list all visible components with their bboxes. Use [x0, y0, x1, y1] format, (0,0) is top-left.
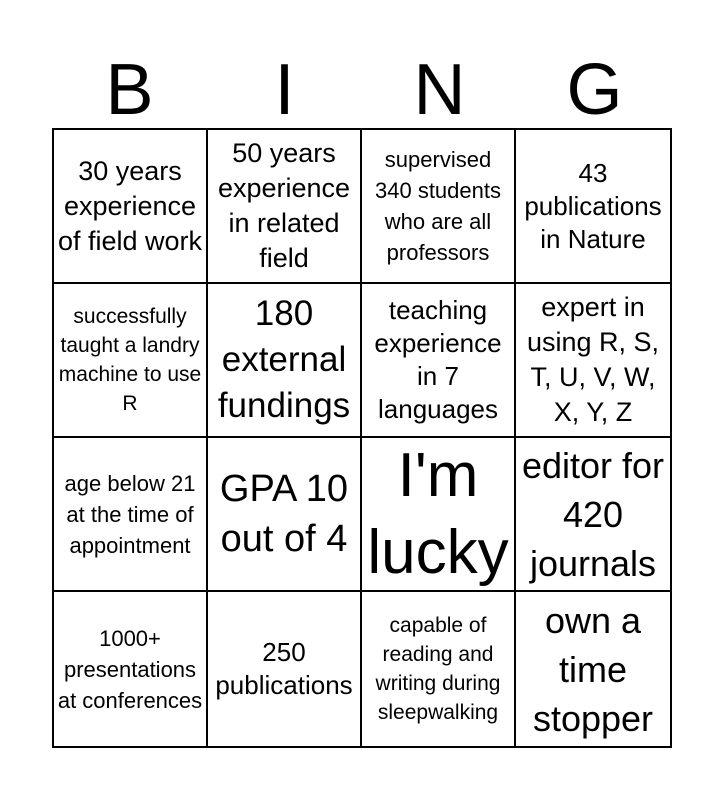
header-letter-i: I	[274, 50, 295, 130]
cell-text: I'm lucky	[367, 441, 509, 587]
bingo-cell[interactable]	[54, 592, 208, 746]
cell-text: 1000+ presentations at conferences	[57, 625, 203, 713]
cell-text: age below 21 at the time of appointment	[64, 470, 196, 558]
bingo-cell[interactable]	[208, 284, 362, 438]
bingo-board	[52, 128, 672, 748]
bingo-cell[interactable]	[362, 592, 516, 746]
header-letter-n: N	[413, 50, 466, 130]
bingo-cell[interactable]	[54, 284, 208, 438]
bingo-cell[interactable]	[208, 130, 362, 284]
bingo-cell[interactable]	[54, 130, 208, 284]
cell-text: editor for 420 journals	[521, 444, 665, 584]
bingo-cell[interactable]	[516, 130, 670, 284]
bingo-cell[interactable]	[208, 438, 362, 592]
bingo-cell-free[interactable]	[362, 438, 516, 592]
bingo-cell[interactable]	[362, 130, 516, 284]
bingo-cell[interactable]	[516, 592, 670, 746]
bingo-cell[interactable]	[362, 284, 516, 438]
cell-text: teaching experience in 7 languages	[374, 295, 502, 424]
cell-text: 180 external fundings	[217, 294, 351, 425]
cell-text: 43 publications in Nature	[524, 157, 662, 254]
cell-text: expert in using R, S, T, U, V, W, X, Y, Z	[526, 292, 660, 427]
bingo-header	[52, 52, 672, 128]
bingo-cell[interactable]	[516, 438, 670, 592]
cell-text: successfully taught a landry machine to use R	[58, 305, 202, 415]
bingo-cell[interactable]	[54, 438, 208, 592]
cell-text: own a time stopper	[532, 599, 654, 739]
cell-text: GPA 10 out of 4	[219, 468, 349, 560]
cell-text: capable of reading and writing during sleepwalking	[375, 614, 501, 724]
cell-text: supervised 340 students who are all professors	[375, 147, 501, 265]
bingo-cell[interactable]	[208, 592, 362, 746]
bingo-cell[interactable]	[516, 284, 670, 438]
cell-text: 250 publications	[215, 637, 353, 700]
header-letter-b: B	[105, 50, 154, 130]
cell-text: 30 years experience of field work	[57, 155, 203, 256]
cell-text: 50 years experience in related field	[217, 138, 351, 273]
header-letter-g: G	[566, 50, 623, 130]
